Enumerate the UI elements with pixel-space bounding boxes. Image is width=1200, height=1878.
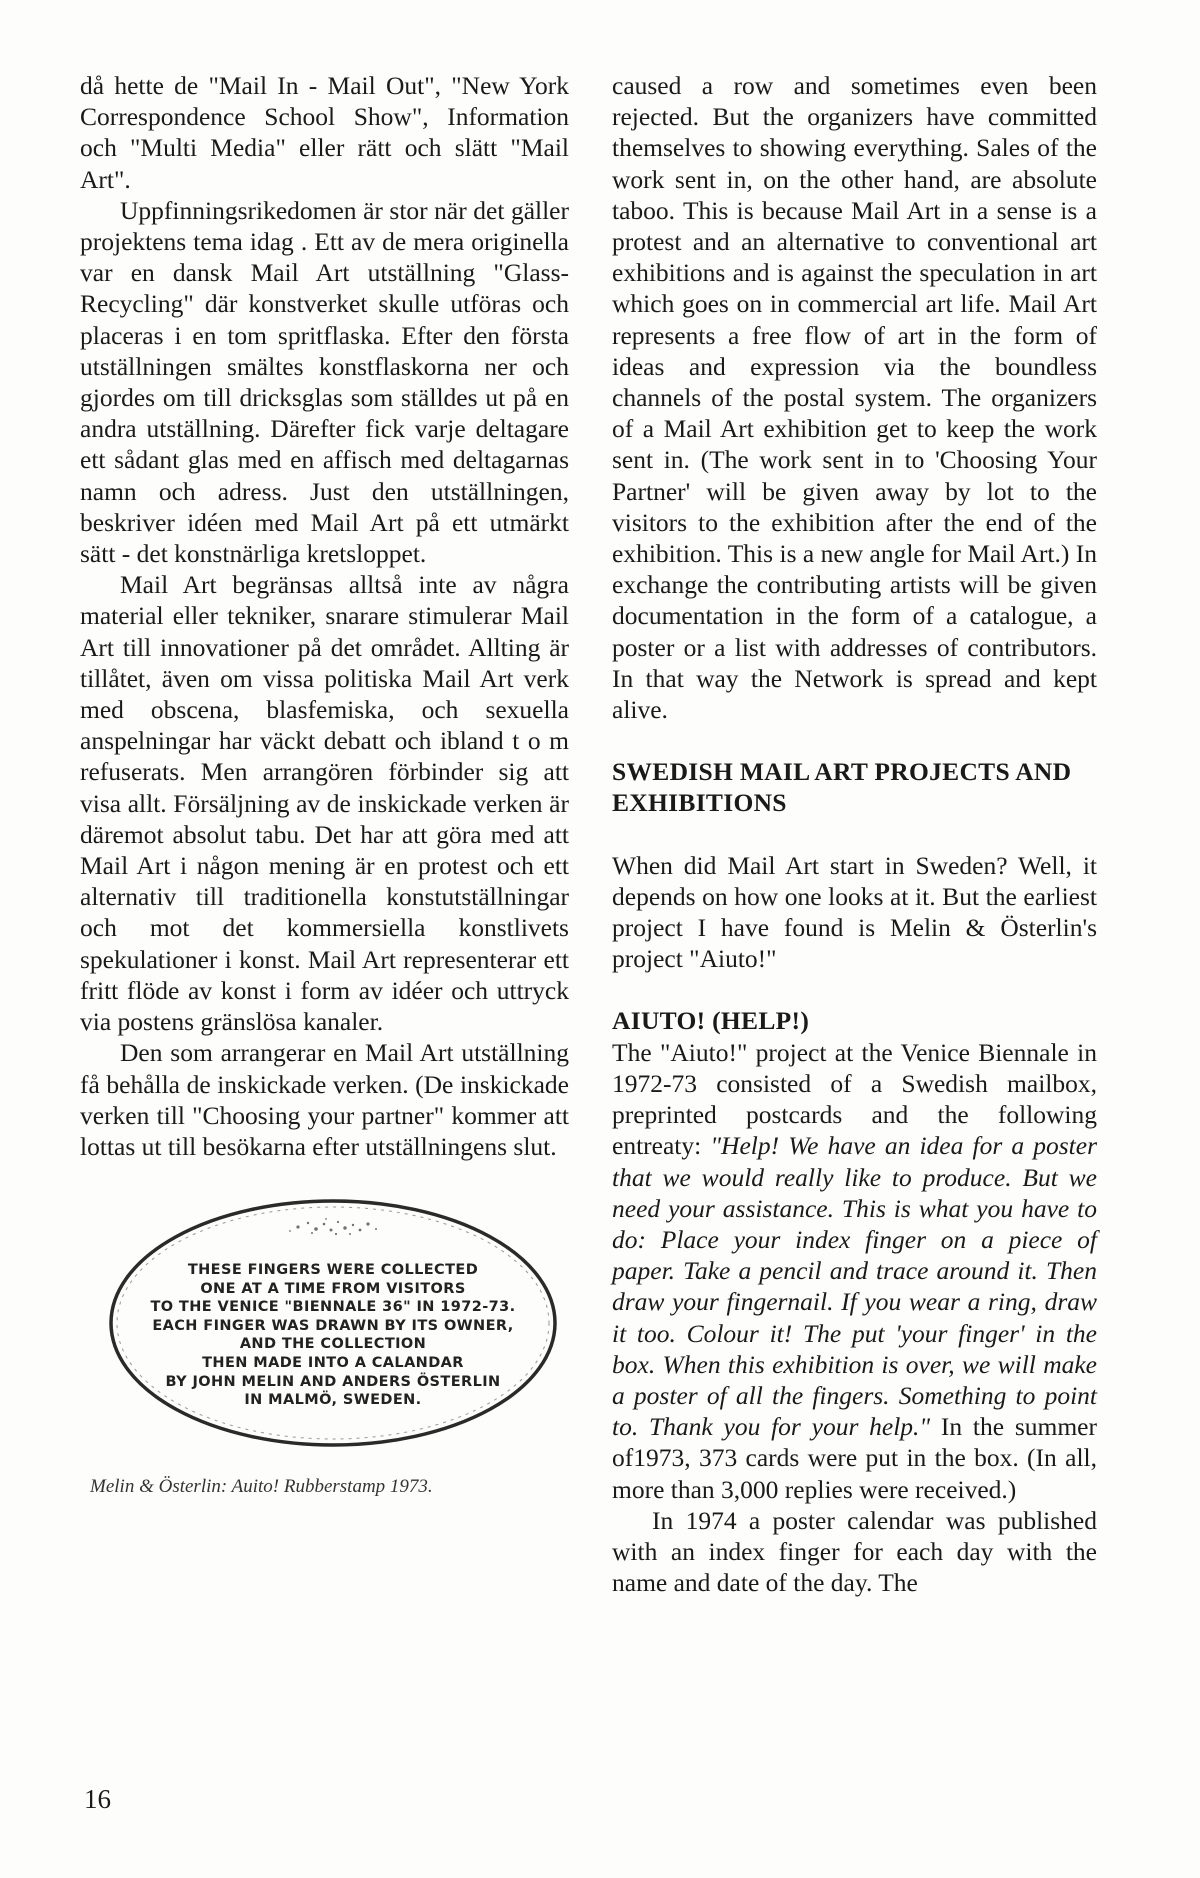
paragraph: Uppfinningsrikedomen är stor när det gäller projektens tema idag . Ett av de mera originella var en dansk Mail Art utställning "Glass-Recycling" där konstverket skulle utföras och placeras i en tom spritflaska. Efter den första utställningen smältes konstflaskorna ner och gjordes om till dricksglas som ställdes ut på en andra utställning. Därefter fick varje deltagare ett sådant glas med en affisch med deltagarnas namn och adress. Just den utställningen, beskriver idéen med Mail Art på ett utmärkt sätt - det konstnärliga kretsloppet. [80, 195, 569, 569]
paragraph-text: In the summer of1973, 373 cards were put in the box. (In all, more than 3,000 replies were received.) [612, 1412, 1097, 1504]
paragraph: In 1974 a poster calendar was published with an index finger for each day with the name and date of the day. The [612, 1505, 1097, 1598]
stamp-line: IN MALMÖ, SWEDEN. [244, 1392, 422, 1409]
paragraph: då hette de "Mail In - Mail Out", "New York Correspondence School Show", Information och "Multi Media" eller rätt och slätt "Mail Art". [80, 71, 569, 194]
quoted-entreaty: "Help! We have an idea for a poster that we would really like to produce. But we need your assistance. This is what you have to do: Place your index finger on a piece of paper. Take a pencil and trace around it. Then draw your fingernail. If you wear a ring, draw it too. Colour it! The put 'your finger' in the box. When this exhibition is over, we will make a poster of all the fingers. Something to point to. Thank you for your help." [612, 1131, 1097, 1442]
paragraph-text: The "Aiuto!" project at the Venice Biennale in 1972-73 consisted of a Swedish mailbox, preprinted postcards and the following entreaty: [612, 1037, 1097, 1161]
image-caption: Melin & Österlin: Auito! Rubberstamp 1973. [90, 1476, 433, 1497]
paragraph [612, 1037, 1097, 1505]
paragraph: When did Mail Art start in Sweden? Well, it depends on how one looks at it. But the earliest project I have found is Melin & Österlin's project "Aiuto!" [612, 850, 1097, 974]
paragraph: Den som arrangerar en Mail Art utställning få behålla de inskickade verken. (De inskickade verken till "Choosing your partner" kommer att lottas ut till besökarna efter utställningens slut. [80, 1038, 569, 1161]
stamp-speckle-marks [289, 1218, 377, 1235]
page-number: 16 [84, 1784, 111, 1814]
stamp-line: THEN MADE INTO A CALANDAR [202, 1354, 464, 1371]
stamp-line: TO THE VENICE "BIENNALE 36" IN 1972-73. [150, 1299, 516, 1316]
rubber-stamp-image [98, 1183, 568, 1453]
stamp-text [128, 1261, 538, 1410]
stamp-line: AND THE COLLECTION [239, 1336, 427, 1353]
stamp-line: THESE FINGERS WERE COLLECTED [187, 1262, 479, 1278]
paragraph: Mail Art begränsas alltså inte av några material eller tekniker, snarare stimulerar Mail Art till innovationer på det området. Allting är tillåtet, även om vissa politiska Mail Art verk med obscena, blasfemiska, och sexuella anspelningar har väckt debatt och ibland t o m refuserats. Men arrangören förbinder sig att visa allt. Försäljning av de inskickade verken är däremot absolut tabu. Det har att göra med att Mail Art i någon mening är en protest och ett alternativ till traditionella konstutställningar och mot det kommersiella konstlivets spekulationer i konst. Mail Art representerar ett fritt flöde av konst i form av idéer och uttryck via postens gränslösa kanaler. [80, 570, 569, 1037]
subsection-heading: AIUTO! (HELP!) [612, 1006, 810, 1036]
section-heading: SWEDISH MAIL ART PROJECTS AND EXHIBITIONS [612, 757, 1072, 818]
left-column [80, 70, 569, 1162]
stamp-line: EACH FINGER WAS DRAWN BY ITS OWNER, [152, 1317, 514, 1334]
paragraph: caused a row and sometimes even been rejected. But the organizers have committed themselves to showing everything. Sales of the work sent in, on the other hand, are absolute taboo. This is because Mail Art in a sense is a protest and an alternative to conventional art exhibitions and is against the speculation in art which goes on in commercial art life. Mail Art represents a free flow of art in the form of ideas and expression via the boundless channels of the postal system. The organizers of a Mail Art exhibition get to keep the work sent in. (The work sent in to 'Choosing Your Partner' will be given away by lot to the visitors to the exhibition after the end of the exhibition. This is a new angle for Mail Art.) In exchange the contributing artists will be given documentation in the form of a catalogue, a poster or a list with addresses of contributors. In that way the Network is spread and kept alive. [612, 71, 1097, 725]
right-column [612, 70, 1097, 1598]
stamp-line: BY JOHN MELIN AND ANDERS ÖSTERLIN [165, 1373, 501, 1390]
stamp-line: ONE AT A TIME FROM VISITORS [200, 1280, 466, 1297]
